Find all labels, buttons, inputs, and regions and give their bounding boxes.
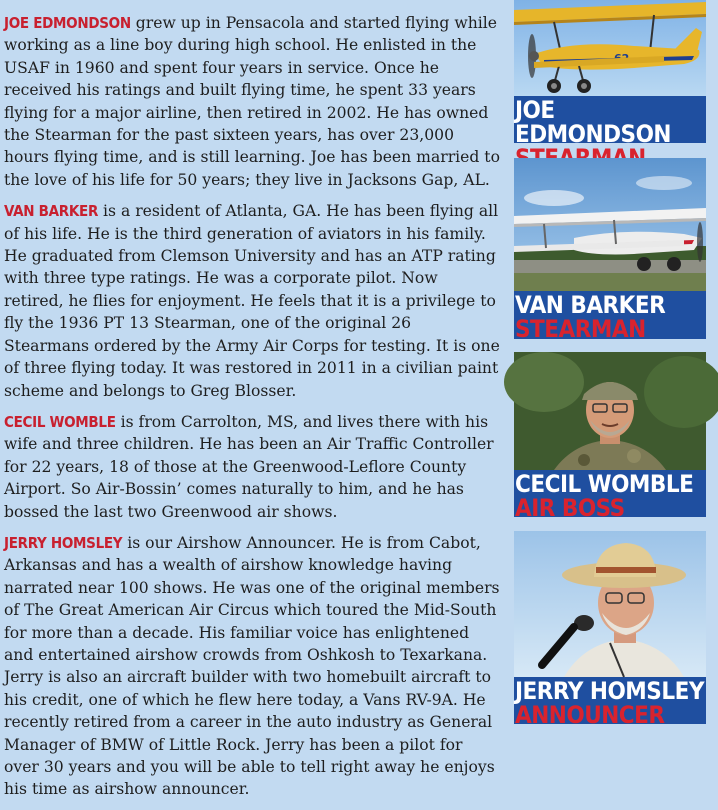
- bios-column: [4, 12, 500, 810]
- bio-text: grew up in Pensacola and started flying while working as a line boy during high school. He enlisted in the USAF in 1960 and spent four years in service. Once he received his ratings and built flying time, he spent 33 years flying for a major airline, then retired in 2002. He has owned the Stearman for the past sixteen years, has over 23,000 hours flying time, and is still learning. Joe has been married to the love of his life for 50 years; they live in Jacksons Gap, AL.: [4, 14, 500, 189]
- card-role: AIR BOSS: [515, 494, 625, 522]
- card-name: CECIL WOMBLE: [515, 470, 694, 498]
- card-role: ANNOUNCER: [515, 701, 665, 729]
- card-caption: [514, 96, 706, 148]
- card-joe-edmondson: [514, 0, 706, 148]
- bio-name: CECIL WOMBLE: [4, 412, 116, 431]
- bio-text: is from Carrolton, MS, and lives there with his wife and three children. He has been an Air Traffic Controller for 22 years, 18 of those at the Greenwood-Leflore County Airport. So Air-Bossin’ comes naturally to him, and he has bossed the last two Greenwood air shows.: [4, 412, 494, 521]
- card-caption: [514, 677, 706, 729]
- card-name: VAN BARKER: [515, 291, 666, 319]
- portrait-photo: [514, 531, 706, 677]
- bio-cecil-womble: [4, 411, 500, 523]
- card-name: JERRY HOMSLEY: [515, 677, 704, 705]
- stearman-photo: [514, 158, 706, 291]
- card-name: JOE EDMONDSON: [515, 96, 671, 148]
- bio-joe-edmondson: [4, 12, 500, 191]
- bio-text: is our Airshow Announcer. He is from Cabot, Arkansas and has a wealth of airshow knowledge having narrated near 100 shows. He was one of the original members of The Great American Air Circus which toured the Mid-South for more than a decade. His familiar voice has enlightened and entertained airshow crowds from Oshkosh to Texarkana. Jerry is also an aircraft builder with two homebuilt aircraft to his credit, one of which he flew here today, a Vans RV-9A. He recently retired from a career in the auto industry as General Manager of BMW of Little Rock. Jerry has been a pilot for over 30 years and you will be able to tell right away he enjoys his time as airshow announcer.: [4, 533, 500, 799]
- card-jerry-homsley: [514, 531, 706, 729]
- bio-name: VAN BARKER: [4, 202, 99, 221]
- bio-jerry-homsley: [4, 532, 500, 801]
- bio-van-barker: [4, 200, 500, 402]
- bio-name: JOE EDMONDSON: [4, 14, 131, 32]
- card-caption: [514, 291, 706, 343]
- card-caption: [514, 470, 706, 522]
- bio-text: is a resident of Atlanta, GA. He has been flying all of his life. He is the third generation of aviators in his family. He graduated from Clemson University and has an ATP rating with three type ratings. He was a corporate pilot. Now retired, he flies for enjoyment. He feels that it is a privilege to fly the 1936 PT 13 Stearman, one of the original 26 Stearmans ordered by the Army Air Corps for testing. It is one of three flying today. It was restored in 2011 in a civilian paint scheme and belongs to Greg Blosser.: [4, 202, 500, 400]
- bio-name: JERRY HOMSLEY: [4, 533, 123, 552]
- portrait-photo: [514, 352, 706, 470]
- card-cecil-womble: [514, 352, 706, 522]
- stearman-photo: [514, 0, 706, 96]
- card-role: STEARMAN: [515, 315, 646, 343]
- card-van-barker: [514, 158, 706, 343]
